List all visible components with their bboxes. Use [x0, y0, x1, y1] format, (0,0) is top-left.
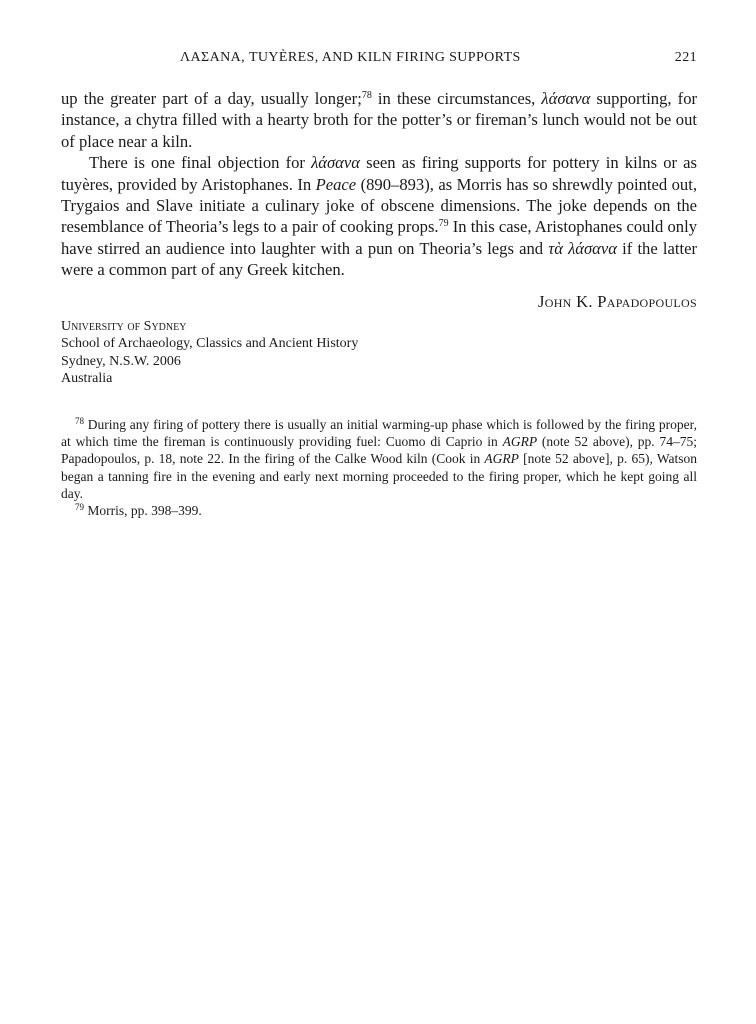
- greek-term: λάσανα: [541, 89, 591, 108]
- journal-abbrev: AGRP: [484, 451, 519, 467]
- body-text: [61, 88, 697, 281]
- footnote-78: [61, 416, 697, 502]
- paragraph-1-text: up the greater part of a day, usually longer;: [61, 89, 362, 108]
- footnotes: [61, 416, 697, 519]
- paragraph-2-text: (890–893), as Morris has so shrewdly pointed out, Trygaios and Slave initiate a culinary joke of obscene dimensions. The joke depends on the resemblance of Theoria’s legs to a pair of cooking props.: [61, 174, 697, 237]
- greek-term: τὰ λάσανα: [548, 238, 617, 258]
- footnote-79: [61, 502, 697, 519]
- running-head: [61, 50, 697, 70]
- footnote-ref-78: 78: [361, 90, 372, 101]
- greek-term: λάσανα: [311, 153, 360, 173]
- running-title: ΛΑΣΑΝΑ, TUYÈRES, AND KILN FIRING SUPPORTS: [180, 50, 521, 65]
- footnote-text: (note 52 above), pp. 74–75; Papadopoulos, p. 18, note 22. In the firing of the Calke Wood kiln (Cook in: [61, 434, 698, 467]
- paragraph-2: [61, 152, 697, 280]
- paragraph-2-text: seen as firing supports for pottery in kilns or as tuyères, provided by Aristophanes. In: [61, 153, 697, 194]
- paragraph-1: [61, 88, 697, 152]
- footnote-text: [note 52 above], p. 65), Watson began a tanning fire in the evening and early next morning proceeded to the firing proper, which he kept going all day.: [61, 451, 697, 501]
- footnote-text: Morris, pp. 398–399.: [84, 503, 202, 519]
- author-affiliation: [61, 318, 358, 388]
- paragraph-2-text: if the latter were a common part of any Greek kitchen.: [61, 238, 697, 280]
- author-name: John K. Papadopoulos: [537, 292, 697, 311]
- country-line: Australia: [61, 371, 113, 387]
- paragraph-1-text: in these circumstances,: [371, 89, 542, 108]
- footnote-text: During any firing of pottery there is usually an initial warming-up phase which is followed by the firing proper, at which time the fireman is continuously providing fuel: Cuomo di Caprio in: [61, 417, 697, 450]
- footnote-number: 79: [75, 502, 84, 513]
- footnote-ref-79: 79: [438, 218, 449, 230]
- school-name: School of Archaeology, Classics and Ancient History: [61, 336, 359, 352]
- journal-abbrev: AGRP: [502, 434, 538, 450]
- paragraph-2-text: In this case, Aristophanes could only have stirred an audience into laughter with a pun on Theoria’s legs and: [61, 217, 697, 258]
- footnote-number: 78: [75, 416, 84, 426]
- work-title-peace: Peace: [315, 174, 357, 194]
- city-line: Sydney, N.S.W. 2006: [61, 353, 181, 369]
- page-number: 221: [674, 50, 697, 65]
- paragraph-1-text: supporting, for instance, a chytra filled with a hearty broth for the potter’s or fireman’s lunch would not be out of place near a kiln.: [61, 89, 698, 151]
- university-name: University of Sydney: [61, 319, 187, 334]
- paragraph-2-text: There is one final objection for: [89, 153, 312, 173]
